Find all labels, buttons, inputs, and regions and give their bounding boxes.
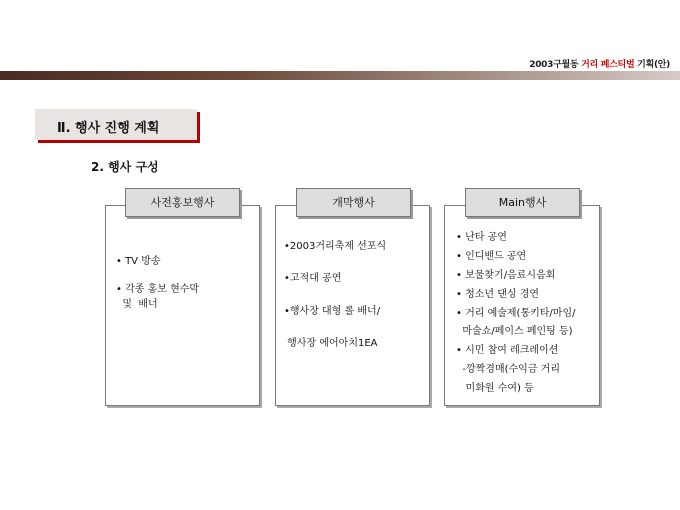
header-festival: 거리 페스티벌	[581, 60, 635, 70]
document-header-title	[529, 57, 670, 70]
list-item: •고적대 공연	[284, 273, 342, 284]
list-item: • 보물찾기/음료시음회	[456, 270, 556, 281]
subsection-heading: 2. 행사 구성	[91, 160, 159, 174]
list-item: 마술쇼/페이스 페인팅 등)	[456, 326, 573, 337]
list-item: 미화원 수여) 등	[456, 383, 534, 394]
list-item: 및 배너	[116, 299, 158, 310]
list-item: -깡짝경매(수익금 거리	[456, 364, 560, 375]
opening-title: 개막행사	[296, 188, 411, 217]
header-location: 구월동	[553, 60, 579, 70]
list-item: • 시민 참여 레크레이션	[456, 345, 559, 356]
header-year: 2003	[529, 60, 554, 70]
list-item: •행사장 대형 롤 배너/	[284, 306, 381, 317]
list-item: •2003거리축제 선포식	[284, 241, 387, 252]
header-divider-bar	[0, 71, 680, 80]
pre-promotion-title: 사전홍보행사	[125, 188, 240, 217]
list-item: • 인디밴드 공연	[456, 251, 527, 262]
section-heading: Ⅱ. 행사 진행 계획	[57, 121, 160, 136]
header-plan: 기획(안)	[634, 60, 670, 70]
list-item: • 난타 공연	[456, 232, 507, 243]
list-item: • 거리 예술제(통키타/마임/	[456, 308, 576, 319]
section-heading-box	[35, 109, 197, 140]
list-item: • 각종 홍보 현수막	[116, 284, 200, 295]
list-item: 행사장 에어아치1EA	[284, 338, 378, 349]
list-item: • 청소년 댄싱 경연	[456, 289, 540, 300]
list-item: • TV 방송	[116, 256, 161, 267]
main-event-title: Main행사	[465, 188, 580, 217]
